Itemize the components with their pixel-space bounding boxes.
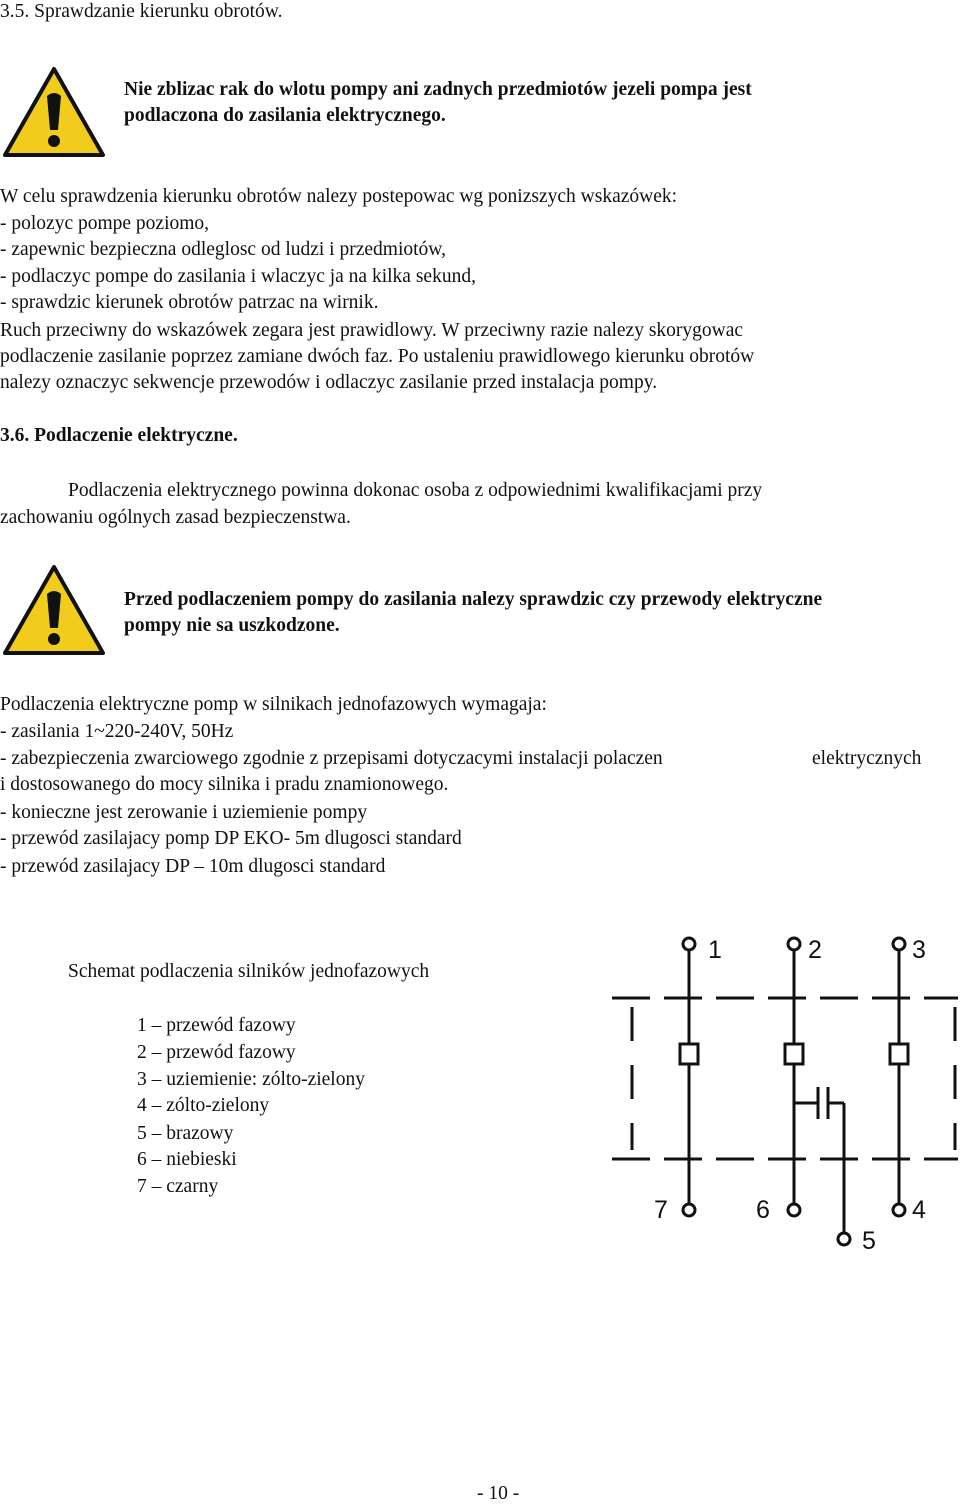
terminal-label: 3: [912, 936, 926, 964]
terminal-label: 4: [912, 1196, 926, 1224]
requirements-line: - przewód zasilajacy DP – 10m dlugosci standard: [0, 856, 386, 877]
legend-item: 3 – uziemienie: zólto-zielony: [137, 1069, 365, 1090]
warning-triangle-icon: [2, 66, 106, 158]
warning-triangle-icon: [2, 564, 106, 656]
terminal-label: 1: [708, 936, 722, 964]
paragraph-line: nalezy oznaczyc sekwencje przewodów i odlaczyc zasilanie przed instalacja pompy.: [0, 372, 658, 393]
wire-2-6: [785, 938, 803, 1216]
legend-item: 6 – niebieski: [137, 1149, 237, 1170]
legend-item: 1 – przewód fazowy: [137, 1015, 296, 1036]
legend-item: 5 – brazowy: [137, 1123, 234, 1144]
wire-1-7: [680, 938, 698, 1216]
requirements-line: - konieczne jest zerowanie i uziemienie pompy: [0, 802, 368, 823]
section-heading-3-6: 3.6. Podlaczenie elektryczne.: [0, 425, 238, 446]
paragraph-line: Ruch przeciwny do wskazówek zegara jest prawidlowy. W przeciwny razie nalezy skorygowac: [0, 320, 744, 341]
paragraph-line: - sprawdzic kierunek obrotów patrzac na wirnik.: [0, 292, 379, 313]
requirements-line: i dostosowanego do mocy silnika i pradu znamionowego.: [0, 774, 449, 795]
requirements-line: - przewód zasilajacy pomp DP EKO- 5m dlugosci standard: [0, 828, 462, 849]
intro-line-1: Podlaczenia elektrycznego powinna dokonac osoba z odpowiednimi kwalifikacjami przy: [68, 480, 763, 501]
warning-text-line-1: Nie zblizac rak do wlotu pompy ani zadnych przedmiotów jezeli pompa jest: [124, 79, 752, 100]
schema-title: Schemat podlaczenia silników jednofazowych: [68, 961, 430, 982]
legend-item: 2 – przewód fazowy: [137, 1042, 296, 1063]
warning-text-line-2: pompy nie sa uszkodzone.: [124, 615, 340, 636]
terminal-label: 7: [654, 1196, 668, 1224]
enclosure-dashed-box: [612, 998, 958, 1159]
requirements-line: Podlaczenia elektryczne pomp w silnikach jednofazowych wymagaja:: [0, 694, 547, 715]
page-number: - 10 -: [477, 1483, 520, 1504]
intro-line-2: zachowaniu ogólnych zasad bezpieczenstwa.: [0, 507, 351, 528]
terminal-label: 6: [756, 1196, 770, 1224]
terminal-label: 5: [862, 1227, 876, 1255]
requirements-line: - zasilania 1~220-240V, 50Hz: [0, 721, 234, 742]
section-heading-3-5: 3.5. Sprawdzanie kierunku obrotów.: [0, 1, 283, 22]
paragraph-line: W celu sprawdzenia kierunku obrotów nalezy postepowac wg ponizszych wskazówek:: [0, 186, 678, 207]
wire-3-4: [890, 938, 908, 1216]
requirements-line-tail: elektrycznych: [812, 748, 922, 769]
requirements-line: - zabezpieczenia zwarciowego zgodnie z przepisami dotyczacymi instalacji polaczen: [0, 748, 663, 769]
paragraph-line: - podlaczyc pompe do zasilania i wlaczyc ja na kilka sekund,: [0, 266, 476, 287]
terminal-label: 2: [808, 936, 822, 964]
warning-text-line-1: Przed podlaczeniem pompy do zasilania nalezy sprawdzic czy przewody elektryczne: [124, 589, 823, 610]
capacitor-symbol: [794, 1087, 850, 1245]
warning-text-line-2: podlaczona do zasilania elektrycznego.: [124, 105, 446, 126]
paragraph-line: - polozyc pompe poziomo,: [0, 213, 210, 234]
paragraph-line: - zapewnic bezpieczna odleglosc od ludzi i przedmiotów,: [0, 239, 446, 260]
legend-item: 7 – czarny: [137, 1176, 219, 1197]
legend-item: 4 – zólto-zielony: [137, 1095, 270, 1116]
paragraph-line: podlaczenie zasilanie poprzez zamiane dwóch faz. Po ustaleniu prawidlowego kierunku obrotów: [0, 346, 755, 367]
wiring-diagram: [610, 925, 960, 1255]
